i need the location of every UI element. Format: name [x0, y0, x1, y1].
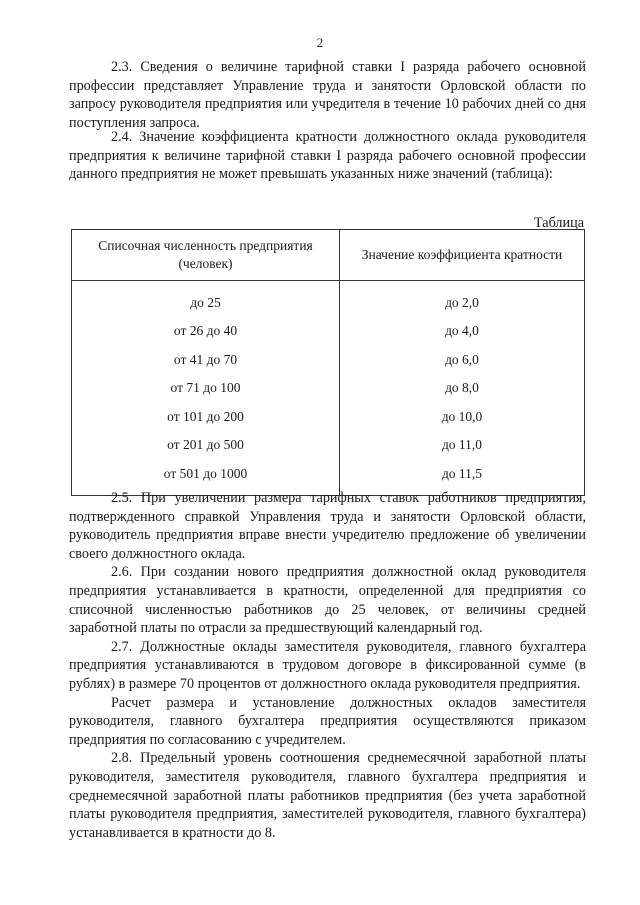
table-row — [72, 281, 585, 318]
paragraph-text: 2.3. Сведения о величине тарифной ставки I разряда рабочего основной профессии представляет Управление труда и занятости Орловской области по запросу руководителя предприятия или учредителя в течение 10 рабочих дней со дня поступления запроса. — [69, 59, 586, 131]
coefficient-cell: до 8,0 — [340, 375, 585, 404]
table-row — [72, 432, 585, 461]
paragraph-2-5: 2.5. При увеличении размера тарифных ставок работников предприятия, подтвержденного справкой Управления труда и занятости Орловской области, руководитель предприятия вправе внести учредителю предложение об увеличении своего должностного оклада. — [69, 490, 586, 562]
coefficient-cell: до 11,0 — [340, 432, 585, 461]
table-row — [72, 318, 585, 347]
coefficient-cell: до 2,0 — [340, 281, 585, 318]
table-row — [72, 346, 585, 375]
coefficient-table — [71, 229, 585, 496]
headcount-cell: от 501 до 1000 — [72, 460, 340, 495]
coefficient-cell: до 4,0 — [340, 318, 585, 347]
table-row — [72, 403, 585, 432]
headcount-cell: до 25 — [72, 281, 340, 318]
coefficient-cell: до 11,5 — [340, 460, 585, 495]
table-caption: Таблица — [533, 215, 584, 231]
paragraph-2-3 — [69, 58, 586, 132]
paragraph-text: 2.4. Значение коэффициента кратности должностного оклада руководителя предприятия к величине тарифной ставки I разряда рабочего основной профессии данного предприятия не может превышать указанных ниже значений (таблица): — [69, 129, 586, 183]
header-coefficient: Значение коэффициента кратности — [340, 230, 585, 281]
headcount-cell: от 71 до 100 — [72, 375, 340, 404]
headcount-cell: от 101 до 200 — [72, 403, 340, 432]
coefficient-cell: до 6,0 — [340, 346, 585, 375]
coefficient-cell: до 10,0 — [340, 403, 585, 432]
lower-paragraphs — [69, 489, 586, 842]
paragraph-2-4 — [69, 128, 586, 184]
table-row — [72, 375, 585, 404]
paragraph-2-7: 2.7. Должностные оклады заместителя руководителя, главного бухгалтера предприятия устанавливаются в трудовом договоре в фиксированной сумме (в рублях) в размере 70 процентов от должностного оклада руководителя предприятия. — [69, 638, 586, 692]
paragraph-2-6: 2.6. При создании нового предприятия должностной оклад руководителя предприятия устанавливается в кратности, определенной для предприятия со списочной численностью работников до 25 человек, от величины средней заработной платы по отрасли за предшествующий календарный год. — [69, 564, 586, 637]
page-number: 2 — [316, 35, 324, 50]
paragraph-2-8: 2.8. Предельный уровень соотношения среднемесячной заработной платы руководителя, заместителя руководителя, главного бухгалтера предприятия и среднемесячной заработной платы работников предприятия (без учета заработной платы руководителя предприятия, заместителей руководителя, главного бухгалтера) устанавливается в кратности до 8. — [69, 750, 586, 841]
paragraph-calculation: Расчет размера и установление должностных окладов заместителя руководителя, главного бухгалтера предприятия осуществляются приказом предприятия по согласованию с учредителем. — [69, 694, 586, 748]
header-headcount: Списочная численность предприятия (человек) — [72, 230, 340, 281]
headcount-cell: от 201 до 500 — [72, 432, 340, 461]
headcount-cell: от 41 до 70 — [72, 346, 340, 375]
headcount-cell: от 26 до 40 — [72, 318, 340, 347]
table-header-row — [72, 230, 585, 281]
